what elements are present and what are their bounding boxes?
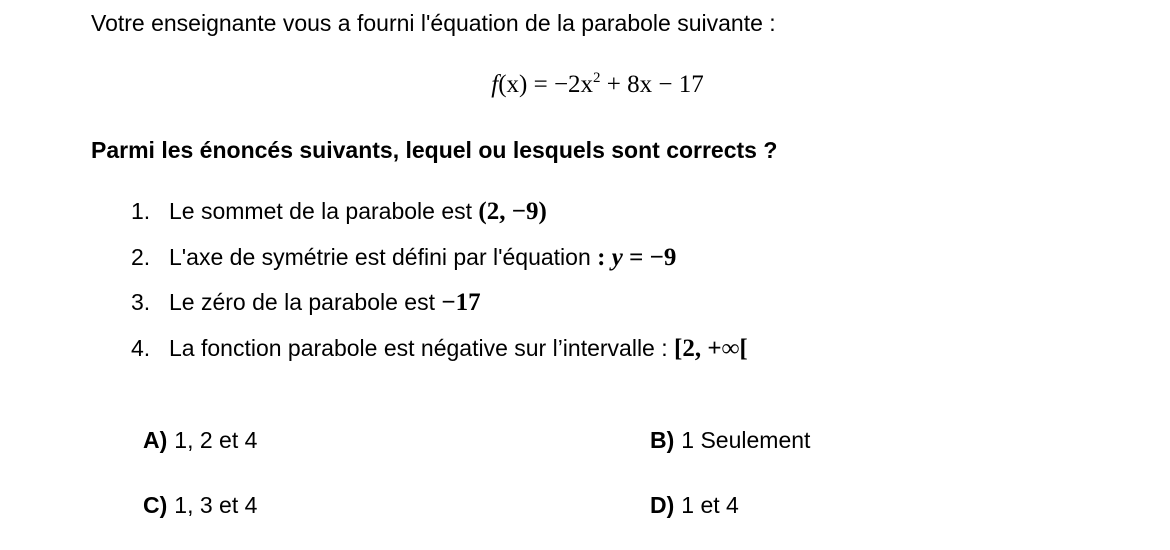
option-text: 1, 3 et 4: [174, 492, 258, 518]
option-letter: A): [143, 427, 168, 453]
equation-function-name: f: [491, 71, 499, 98]
statement-item-1: [131, 198, 748, 244]
answer-option-c[interactable]: [143, 492, 257, 519]
statement-math: (2, −9): [478, 198, 547, 225]
statement-item-3: [131, 289, 748, 335]
option-text: 1 Seulement: [681, 427, 811, 453]
equation-exponent: 2: [593, 70, 601, 86]
intro-text: Votre enseignante vous a fourni l'équation de la parabole suivante :: [91, 10, 776, 36]
equation-rhs-start: = −2x: [527, 71, 594, 98]
question-text: Parmi les énoncés suivants, lequel ou lesquels sont corrects ?: [91, 137, 778, 163]
option-letter: C): [143, 492, 168, 518]
statement-list: [131, 198, 748, 380]
statement-text: Le sommet de la parabole est: [169, 198, 479, 224]
statement-number: 3.: [131, 289, 151, 315]
statement-number: 2.: [131, 243, 151, 270]
answer-option-a[interactable]: [143, 427, 257, 454]
statement-math: : y = −9: [597, 243, 677, 271]
option-letter: D): [650, 492, 675, 518]
statement-math: [2, +∞[: [674, 334, 748, 362]
option-text: 1 et 4: [681, 492, 739, 518]
answer-option-d[interactable]: [650, 492, 739, 519]
statement-item-2: [131, 244, 748, 290]
statement-number: 4.: [131, 334, 151, 361]
equation-rhs-end: + 8x − 17: [600, 71, 704, 98]
parabola-equation: [0, 71, 1170, 99]
statement-item-4: [131, 335, 748, 381]
answer-option-b[interactable]: [650, 427, 810, 454]
option-letter: B): [650, 427, 675, 453]
statement-number: 1.: [131, 198, 151, 224]
equation-function-arg: (x): [498, 71, 528, 98]
statement-math: −17: [441, 289, 481, 316]
statement-text: Le zéro de la parabole est: [169, 289, 442, 315]
statement-text: La fonction parabole est négative sur l’intervalle :: [169, 334, 675, 361]
statement-text: L'axe de symétrie est défini par l'équation: [169, 243, 598, 270]
option-text: 1, 2 et 4: [174, 427, 258, 453]
